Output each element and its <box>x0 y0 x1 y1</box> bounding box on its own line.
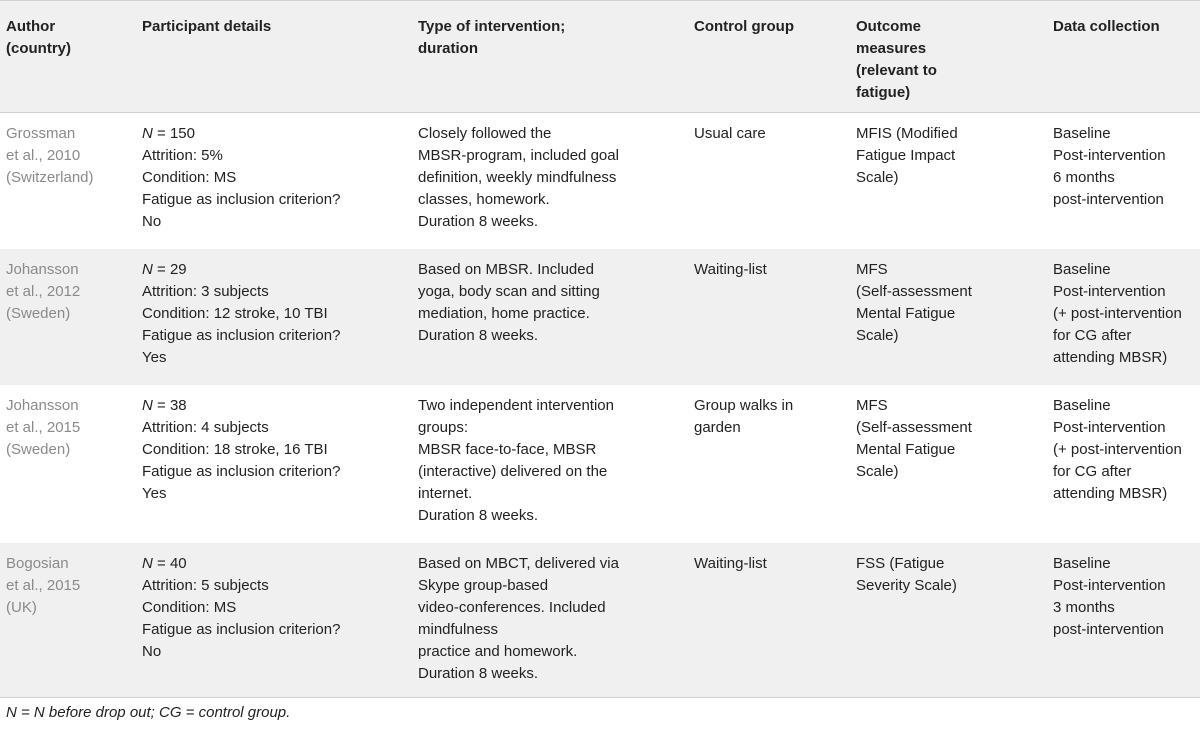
n-value: = 40 <box>152 555 187 572</box>
cell-line: (Switzerland) <box>6 169 94 186</box>
header-author <box>0 1 136 113</box>
cell-line: Condition: 12 stroke, 10 TBI <box>142 305 328 322</box>
cell-line: 3 months <box>1053 599 1115 616</box>
cell-author <box>0 543 136 698</box>
header-data-collection <box>1047 1 1200 113</box>
n-value: = 29 <box>152 261 187 278</box>
cell-line: Fatigue as inclusion criterion? <box>142 621 341 638</box>
cell-line: (+ post-intervention <box>1053 441 1182 458</box>
cell-line: for CG after <box>1053 463 1132 480</box>
cell-line: classes, homework. <box>418 191 550 208</box>
cell-line: Yes <box>142 485 167 502</box>
cell-participants <box>136 543 412 698</box>
cell-line: Duration 8 weeks. <box>418 665 539 682</box>
cell-line: (+ post-intervention <box>1053 305 1182 322</box>
cell-line: Johansson <box>6 397 79 414</box>
cell-line: Usual care <box>694 125 766 142</box>
header-line: Type of intervention; <box>418 18 566 35</box>
table-row <box>0 385 1200 543</box>
n-symbol: N <box>142 261 153 278</box>
header-line: Outcome <box>856 18 922 35</box>
cell-line: Condition: MS <box>142 169 237 186</box>
table-row <box>0 543 1200 698</box>
cell-line: Condition: MS <box>142 599 237 616</box>
cell-control-group <box>688 543 850 698</box>
header-line: Control group <box>694 18 794 35</box>
cell-line: Waiting-list <box>694 261 767 278</box>
cell-control-group <box>688 385 850 543</box>
n-value: = 38 <box>152 397 187 414</box>
header-line: (country) <box>6 40 71 57</box>
cell-line: attending MBSR) <box>1053 485 1168 502</box>
n-symbol: N <box>142 125 153 142</box>
cell-line: MFIS (Modified <box>856 125 958 142</box>
cell-line: Baseline <box>1053 397 1111 414</box>
cell-line: Duration 8 weeks. <box>418 327 539 344</box>
cell-line: et al., 2015 <box>6 419 81 436</box>
cell-line: Scale) <box>856 169 899 186</box>
n-symbol: N <box>142 397 153 414</box>
cell-line: (Sweden) <box>6 305 71 322</box>
cell-author <box>0 385 136 543</box>
cell-line: garden <box>694 419 741 436</box>
n-value: = 150 <box>152 125 195 142</box>
cell-line: Two independent intervention <box>418 397 614 414</box>
cell-line: Scale) <box>856 463 899 480</box>
cell-line: video-conferences. Included <box>418 599 606 616</box>
cell-line: Group walks in <box>694 397 794 414</box>
cell-participants <box>136 113 412 250</box>
cell-line: Mental Fatigue <box>856 305 956 322</box>
cell-line: FSS (Fatigue <box>856 555 945 572</box>
cell-line: Johansson <box>6 261 79 278</box>
cell-data-collection <box>1047 113 1200 250</box>
cell-line: internet. <box>418 485 473 502</box>
cell-line: Grossman <box>6 125 76 142</box>
cell-line: Duration 8 weeks. <box>418 507 539 524</box>
header-line: Participant details <box>142 18 272 35</box>
cell-line: post-intervention <box>1053 621 1164 638</box>
cell-intervention <box>412 385 688 543</box>
cell-participants <box>136 249 412 385</box>
cell-outcome <box>850 113 1047 250</box>
header-line: fatigue) <box>856 84 911 101</box>
cell-intervention <box>412 249 688 385</box>
cell-line <box>142 395 408 417</box>
cell-line: Condition: 18 stroke, 16 TBI <box>142 441 328 458</box>
cell-line: Severity Scale) <box>856 577 957 594</box>
cell-line: mediation, home practice. <box>418 305 590 322</box>
header-intervention <box>412 1 688 113</box>
cell-line: No <box>142 643 162 660</box>
cell-line: (Self-assessment <box>856 283 972 300</box>
table-footnote: N = N before drop out; CG = control group. <box>6 704 291 721</box>
cell-line: Fatigue as inclusion criterion? <box>142 191 341 208</box>
header-control-group <box>688 1 850 113</box>
cell-outcome <box>850 249 1047 385</box>
table-body <box>0 113 1200 698</box>
cell-line: for CG after <box>1053 327 1132 344</box>
cell-control-group <box>688 113 850 250</box>
cell-line <box>142 123 408 145</box>
cell-intervention <box>412 543 688 698</box>
cell-line: Fatigue as inclusion criterion? <box>142 463 341 480</box>
cell-line: Attrition: 3 subjects <box>142 283 269 300</box>
header-participant-details <box>136 1 412 113</box>
cell-line: post-intervention <box>1053 191 1164 208</box>
cell-line: Based on MBSR. Included <box>418 261 594 278</box>
table-row <box>0 113 1200 250</box>
table-row <box>0 249 1200 385</box>
cell-line: Attrition: 4 subjects <box>142 419 269 436</box>
cell-line: et al., 2010 <box>6 147 81 164</box>
cell-control-group <box>688 249 850 385</box>
cell-line: Fatigue as inclusion criterion? <box>142 327 341 344</box>
cell-line: Post-intervention <box>1053 577 1166 594</box>
table-header <box>0 1 1200 113</box>
header-row <box>0 1 1200 113</box>
cell-line: (Self-assessment <box>856 419 972 436</box>
cell-line: Attrition: 5% <box>142 147 223 164</box>
cell-line: et al., 2015 <box>6 577 81 594</box>
cell-line <box>142 553 408 575</box>
cell-line: et al., 2012 <box>6 283 81 300</box>
cell-line: (Sweden) <box>6 441 71 458</box>
cell-line: Baseline <box>1053 261 1111 278</box>
cell-line: 6 months <box>1053 169 1115 186</box>
cell-line: Baseline <box>1053 555 1111 572</box>
header-line: measures <box>856 40 927 57</box>
cell-line: attending MBSR) <box>1053 349 1168 366</box>
header-line: Data collection <box>1053 18 1160 35</box>
cell-data-collection <box>1047 249 1200 385</box>
cell-line: definition, weekly mindfulness <box>418 169 617 186</box>
cell-line: Fatigue Impact <box>856 147 956 164</box>
cell-line: (UK) <box>6 599 37 616</box>
cell-line: Yes <box>142 349 167 366</box>
cell-author <box>0 113 136 250</box>
cell-line: Baseline <box>1053 125 1111 142</box>
cell-line: Bogosian <box>6 555 69 572</box>
header-outcome-measures <box>850 1 1047 113</box>
cell-line: Skype group-based <box>418 577 549 594</box>
cell-line: MBSR face-to-face, MBSR <box>418 441 597 458</box>
cell-line: No <box>142 213 162 230</box>
cell-participants <box>136 385 412 543</box>
header-line: duration <box>418 40 478 57</box>
cell-line: practice and homework. <box>418 643 578 660</box>
cell-line: MFS <box>856 397 888 414</box>
cell-line: Scale) <box>856 327 899 344</box>
cell-outcome <box>850 385 1047 543</box>
cell-line: Based on MBCT, delivered via <box>418 555 619 572</box>
cell-line: Attrition: 5 subjects <box>142 577 269 594</box>
cell-line: MFS <box>856 261 888 278</box>
cell-line: Post-intervention <box>1053 283 1166 300</box>
cell-line: Post-intervention <box>1053 419 1166 436</box>
cell-line: Closely followed the <box>418 125 552 142</box>
n-symbol: N <box>142 555 153 572</box>
cell-author <box>0 249 136 385</box>
cell-line: Post-intervention <box>1053 147 1166 164</box>
cell-data-collection <box>1047 385 1200 543</box>
cell-outcome <box>850 543 1047 698</box>
cell-line: Mental Fatigue <box>856 441 956 458</box>
cell-line: (interactive) delivered on the <box>418 463 608 480</box>
cell-line: groups: <box>418 419 469 436</box>
cell-line: yoga, body scan and sitting <box>418 283 600 300</box>
cell-intervention <box>412 113 688 250</box>
header-line: (relevant to <box>856 62 937 79</box>
cell-line <box>142 259 408 281</box>
cell-line: MBSR-program, included goal <box>418 147 619 164</box>
header-line: Author <box>6 18 56 35</box>
cell-line: Waiting-list <box>694 555 767 572</box>
cell-data-collection <box>1047 543 1200 698</box>
cell-line: Duration 8 weeks. <box>418 213 539 230</box>
cell-line: mindfulness <box>418 621 499 638</box>
